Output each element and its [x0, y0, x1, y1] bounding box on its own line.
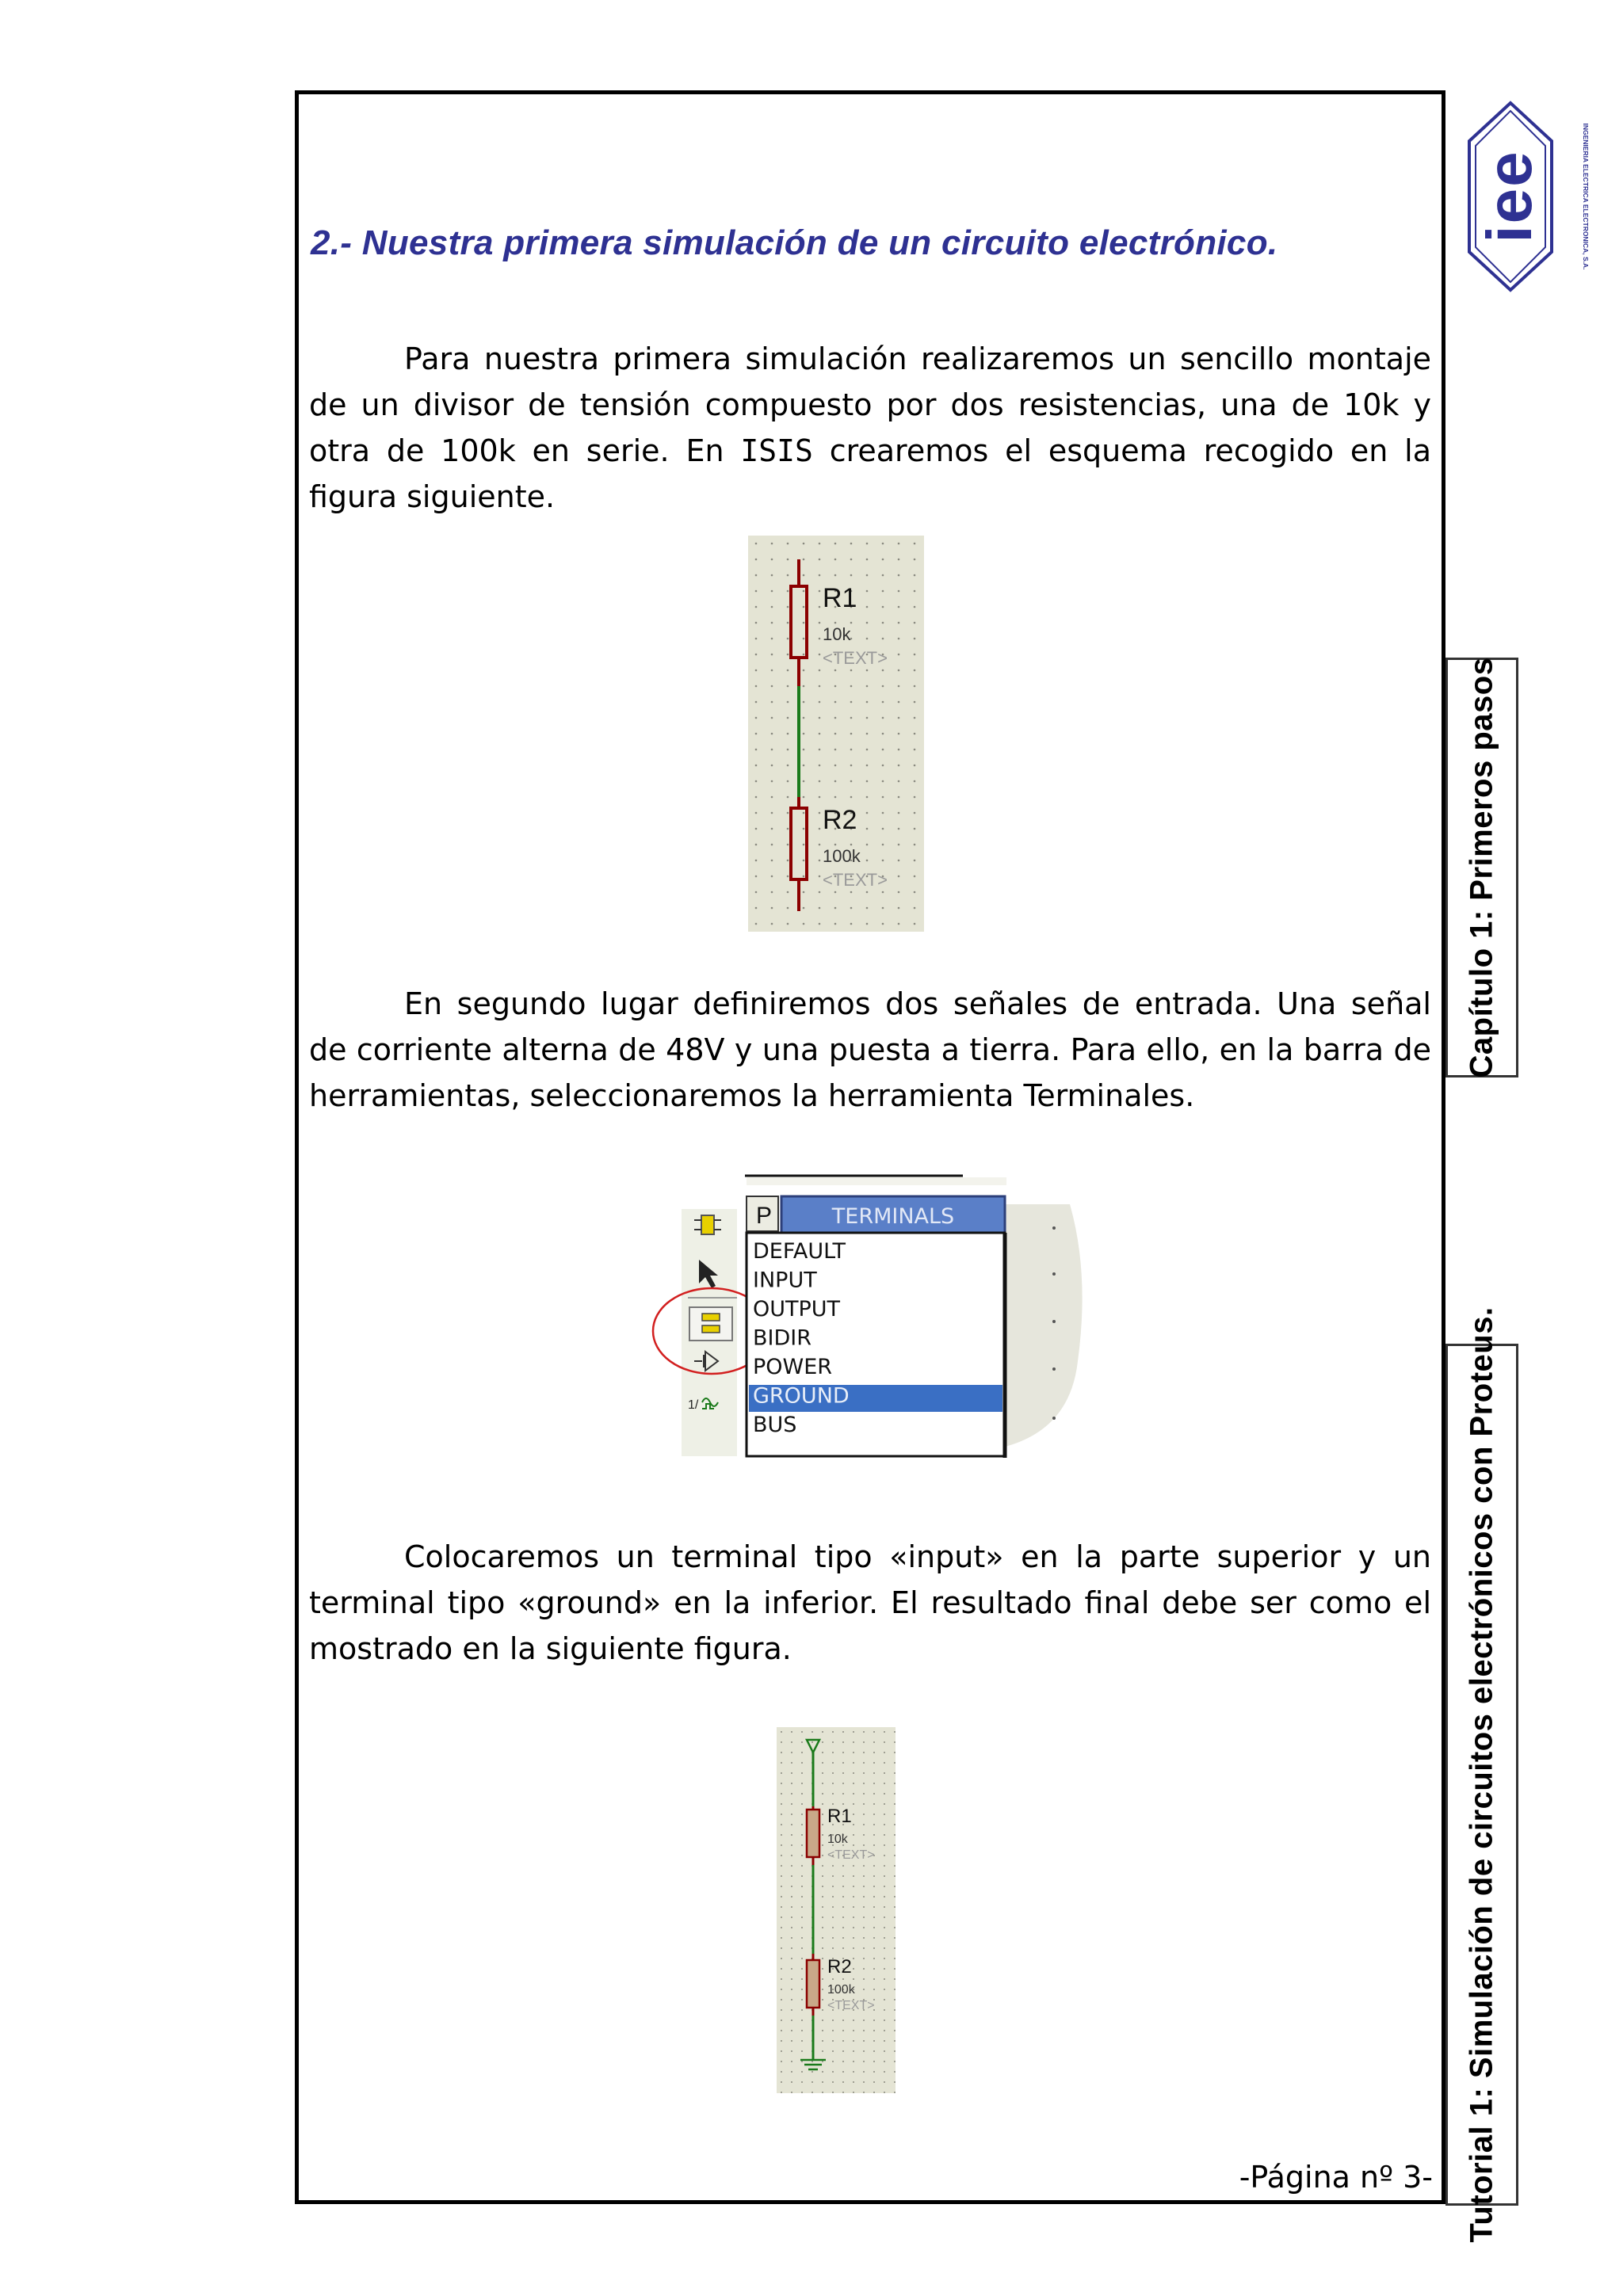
- pick-devices-label: P: [756, 1203, 773, 1229]
- r1-value: 10k: [827, 1833, 848, 1846]
- terminal-item-bidir[interactable]: BIDIR: [753, 1325, 812, 1351]
- generator-tool-label: 1/: [688, 1398, 699, 1412]
- section-heading: 2.- Nuestra primera simulación de un circuito electrónico.: [311, 223, 1278, 262]
- paragraph-signals: [309, 981, 1431, 1119]
- terminal-item-power[interactable]: POWER: [753, 1355, 833, 1379]
- r2-label: R2: [823, 805, 857, 835]
- paragraph-result: [309, 1534, 1431, 1672]
- isis-term: ISIS: [740, 433, 813, 468]
- terminal-item-output[interactable]: OUTPUT: [753, 1297, 841, 1322]
- company-logo: [1463, 93, 1598, 303]
- figure-divider-schematic: [748, 536, 924, 935]
- terminals-list-title: TERMINALS: [831, 1204, 955, 1229]
- terminal-item-default[interactable]: DEFAULT: [753, 1239, 846, 1264]
- figure-terminals-picker: [626, 1171, 1094, 1461]
- r1-label: R1: [827, 1806, 852, 1827]
- r1-text: <TEXT>: [823, 648, 888, 668]
- r2-label: R2: [827, 1956, 852, 1978]
- logo-company-name: INGENIERIA ELECTRICA ELECTRONICA, S.A.: [1582, 123, 1590, 270]
- paragraph-intro-text-1: Para nuestra primera simulación realizaremos un sencillo montaje de un divisor de tensión compuesto por dos resistencias, una de 10k y otra de 100k en serie. En: [309, 341, 1431, 468]
- r2-text: <TEXT>: [827, 1999, 875, 2012]
- figure-final-schematic: [777, 1727, 896, 2096]
- paragraph-signals-text: En segundo lugar definiremos dos señales de entrada. Una señal de corriente alterna de 48V y una puesta a tierra. Para ello, en la barra de herramientas, seleccionaremos la herramienta Terminales.: [309, 986, 1431, 1113]
- tutorial-side-tab-label: Tutorial 1: Simulación de circuitos electrónicos con Proteus.: [1464, 1306, 1499, 2243]
- r2-value: 100k: [827, 1983, 855, 1997]
- r2-text: <TEXT>: [823, 870, 888, 890]
- r1-value: 10k: [823, 624, 851, 644]
- terminal-item-ground[interactable]: GROUND: [753, 1383, 850, 1409]
- terminal-item-bus[interactable]: BUS: [753, 1413, 797, 1437]
- tutorial-side-tab: [1445, 1306, 1518, 2243]
- chapter-side-tab-label: Capítulo 1: Primeros pasos: [1464, 657, 1499, 1078]
- r1-label: R1: [823, 583, 857, 613]
- terminals-tool-icon[interactable]: [689, 1307, 732, 1341]
- paragraph-intro: [309, 336, 1431, 520]
- resistor-r1: [807, 1810, 819, 1857]
- paragraph-result-text: Colocaremos un terminal tipo «input» en la parte superior y un terminal tipo «ground» en la inferior. El resultado final debe ser como el mostrado en la siguiente figura.: [309, 1539, 1431, 1666]
- resistor-r2: [807, 1960, 819, 2008]
- r1-text: <TEXT>: [827, 1848, 875, 1862]
- page-number: -Página nº 3-: [1239, 2160, 1433, 2195]
- paragraph-intro-text-2: crearemos el esquema recogido en la figura siguiente.: [309, 433, 1431, 514]
- logo-letters: iee: [1474, 150, 1545, 243]
- terminal-item-input[interactable]: INPUT: [753, 1268, 817, 1293]
- r2-value: 100k: [823, 846, 861, 866]
- chapter-side-tab: [1445, 658, 1518, 1077]
